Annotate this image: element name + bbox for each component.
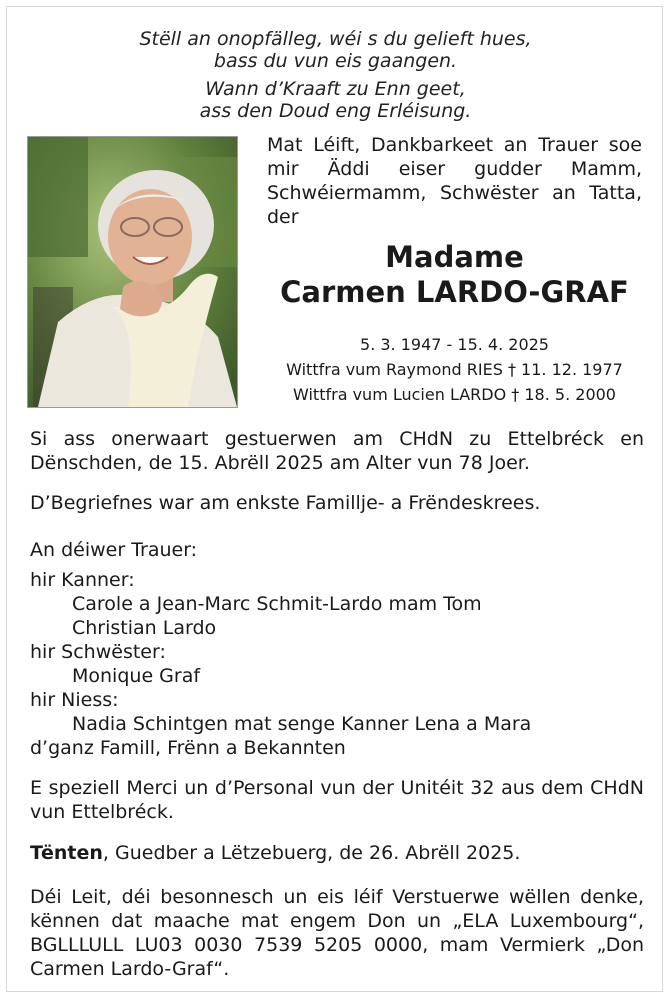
poem-line: Stëll an onopfälleg, wéi s du gelieft hues, (139, 28, 532, 50)
widow-line-1: Wittfra vum Raymond RIES † 11. 12. 1977 (286, 360, 623, 379)
poem-stanza-1 (0, 28, 671, 72)
life-dates: 5. 3. 1947 - 15. 4. 2025 (360, 335, 549, 354)
portrait-photo (27, 136, 238, 408)
children-label: hir Kanner: (30, 569, 135, 591)
deceased-name-block (267, 240, 642, 310)
sister-label: hir Schwëster: (30, 641, 166, 663)
deceased-title: Madame (385, 240, 524, 274)
deceased-name: Carmen LARDO-GRAF (280, 275, 629, 309)
widow-line-2: Wittfra vum Lucien LARDO † 18. 5. 2000 (293, 385, 616, 404)
sister-entry: Monique Graf (72, 665, 201, 687)
place-date-rest: , Guedber a Lëtzebuerg, de 26. Abrëll 2025. (102, 842, 521, 864)
niece-label: hir Niess: (30, 689, 119, 711)
poem-line: Wann d’Kraaft zu Enn geet, (205, 78, 466, 100)
poem-stanza-2 (0, 78, 671, 122)
mourners-heading: An déiwer Trauer: (30, 539, 198, 561)
niece-entry: Nadia Schintgen mat senge Kanner Lena a Mara (72, 713, 532, 735)
place-date (30, 841, 644, 865)
child-entry: Carole a Jean-Marc Schmit-Lardo mam Tom (72, 593, 482, 615)
child-entry: Christian Lardo (72, 617, 217, 639)
burial-note: D’Begriefnes war am enkste Famillje- a Frëndeskrees. (30, 492, 541, 514)
poem-line: bass du vun eis gaangen. (213, 50, 458, 72)
thanks-text: E speziell Merci un d’Personal vun der Unitéit 32 aus dem CHdN vun Ettelbréck. (30, 777, 644, 823)
family-entry: d’ganz Famill, Frënn a Bekannten (30, 737, 346, 759)
poem-line: ass den Doud eng Erléisung. (199, 100, 472, 122)
mourners-list (30, 538, 644, 760)
place-town: Tënten (30, 842, 103, 864)
death-notice: Si ass onerwaart gestuerwen am CHdN zu Ettelbréck en Dënschden, de 15. Abrëll 2025 am Alter vun 78 Joer. (30, 428, 644, 474)
intro-text: Mat Léift, Dankbarkeet an Trauer soe mir Äddi eiser gudder Mamm, Schwéiermamm, Schwëster an Tatta, der (267, 134, 642, 228)
donation-text: Déi Leit, déi besonnesch un eis léif Verstuerwe wëllen denke, kënnen dat maache mat engem Don un „ELA Luxembourg“, BGLLLULL LU03 0030 7539 5205 0000, mam Vermierk „Don Carmen Lardo-Graf“. (30, 886, 644, 980)
life-dates-block (267, 332, 642, 407)
